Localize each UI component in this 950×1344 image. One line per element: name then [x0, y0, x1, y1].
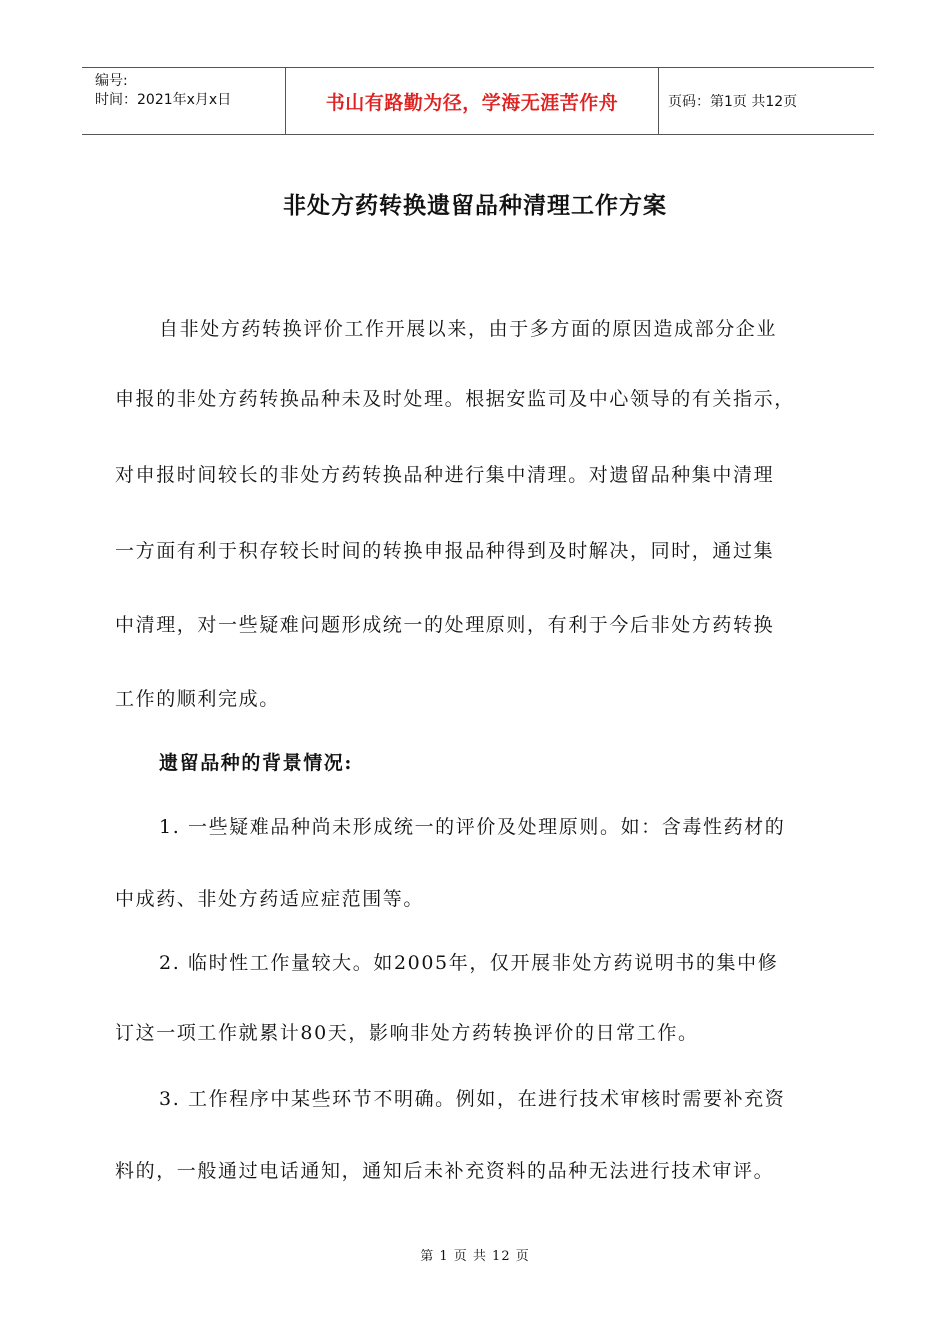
- document-header: [82, 67, 874, 135]
- paragraph-line: 中清理，对一些疑难问题形成统一的处理原则，有利于今后非处方药转换: [115, 614, 775, 636]
- paragraph-line: 申报的非处方药转换品种未及时处理。根据安监司及中心领导的有关指示，: [115, 388, 795, 410]
- paragraph-line: 工作的顺利完成。: [115, 688, 280, 710]
- paragraph-line: 对申报时间较长的非处方药转换品种进行集中清理。对遗留品种集中清理: [115, 464, 775, 486]
- list-item-line: 订这一项工作就累计80天，影响非处方药转换评价的日常工作。: [115, 1022, 699, 1044]
- header-motto-cell: [286, 68, 659, 134]
- list-item-line: 2. 临时性工作量较大。如2005年，仅开展非处方药说明书的集中修: [159, 952, 779, 974]
- page-number-info: 页码：第1页 共12页: [668, 94, 798, 110]
- document-title: 非处方药转换遗留品种清理工作方案: [283, 192, 667, 219]
- list-item-line: 料的，一般通过电话通知，通知后未补充资料的品种无法进行技术审评。: [115, 1160, 775, 1182]
- date-label: 时间：2021年x月x日: [95, 92, 232, 108]
- paragraph-line: 一方面有利于积存较长时间的转换申报品种得到及时解决，同时，通过集: [115, 540, 775, 562]
- page-footer: 第 1 页 共 12 页: [420, 1249, 530, 1264]
- motto-text: 书山有路勤为径，学海无涯苦作舟: [325, 91, 619, 114]
- serial-number-label: 编号:: [95, 73, 128, 89]
- list-item-line: 中成药、非处方药适应症范围等。: [115, 888, 425, 910]
- list-item-line: 1. 一些疑难品种尚未形成统一的评价及处理原则。如：含毒性药材的: [159, 816, 786, 838]
- paragraph-line: 自非处方药转换评价工作开展以来，由于多方面的原因造成部分企业: [159, 318, 778, 340]
- list-item-line: 3. 工作程序中某些环节不明确。例如，在进行技术审核时需要补充资: [159, 1088, 786, 1110]
- section-heading: 遗留品种的背景情况:: [159, 752, 354, 774]
- header-page-cell: [659, 68, 874, 134]
- header-info-cell: [82, 68, 286, 134]
